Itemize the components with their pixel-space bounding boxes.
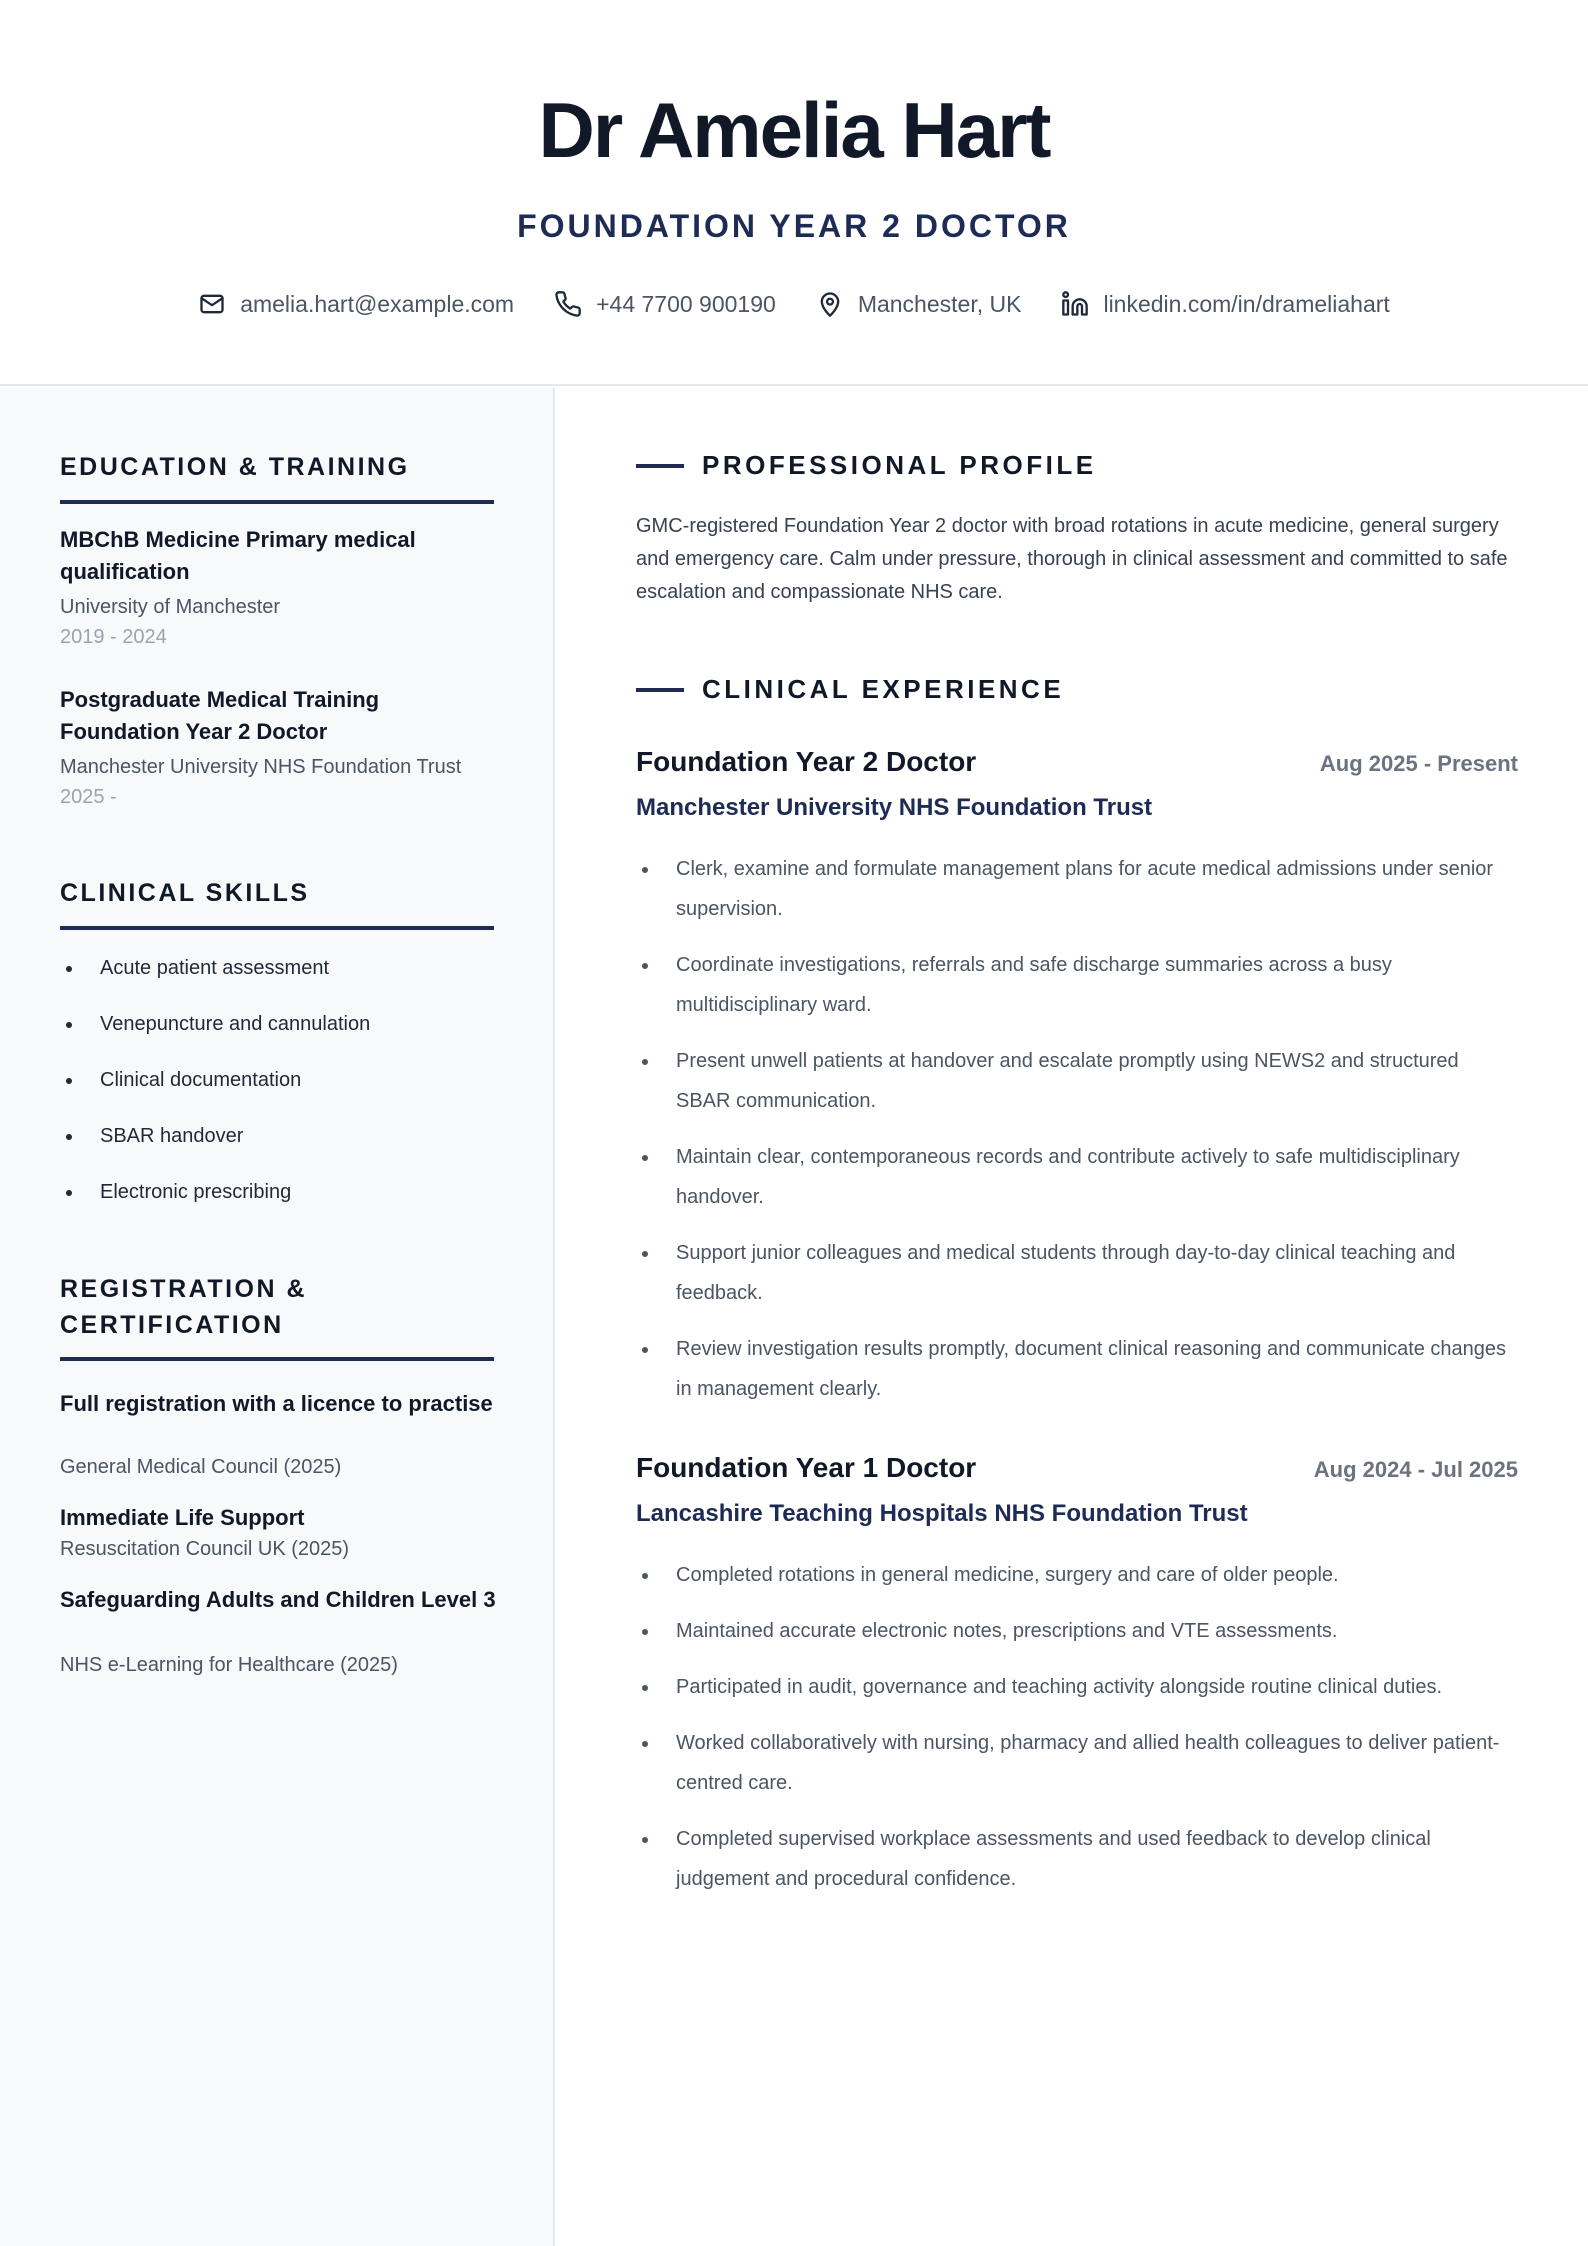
profile-summary: GMC-registered Foundation Year 2 doctor with broad rotations in acute medicine, general surgery and emergency care. Calm under pressure, thorough in clinical assessment and committed to safe escalation and compassionate NHS care.: [636, 515, 1508, 603]
job-bullets: [636, 1555, 1516, 1899]
certification-issuer: Resuscitation Council UK (2025): [60, 1538, 350, 1560]
profile-heading: [636, 450, 1097, 481]
job-title: Foundation Year 1 Doctor: [636, 1452, 977, 1483]
contact-email[interactable]: [198, 290, 514, 318]
certification-title: Safeguarding Adults and Children Level 3: [60, 1587, 496, 1612]
contact-bar: [0, 290, 1588, 318]
mail-icon: [198, 290, 226, 318]
skills-heading: CLINICAL SKILLS: [60, 876, 494, 930]
job-bullet: Worked collaboratively with nursing, pharmacy and allied health colleagues to deliver patient-centred care.: [636, 1723, 1516, 1803]
skill-item: Venepuncture and cannulation: [60, 1010, 500, 1066]
education-item-dates: 2025 -: [60, 786, 117, 808]
skills-list: [60, 954, 500, 1234]
job-bullet: Maintain clear, contemporaneous records and contribute actively to safe multidisciplinary handover.: [636, 1137, 1516, 1217]
job-bullet: Completed supervised workplace assessments and used feedback to develop clinical judgement and procedural confidence.: [636, 1819, 1516, 1899]
job-organisation: Manchester University NHS Foundation Trust: [636, 794, 1153, 821]
registration-heading: REGISTRATION & CERTIFICATION: [60, 1272, 494, 1361]
education-item-title: MBChB Medicine Primary medical qualification: [60, 527, 416, 584]
job-bullet: Clerk, examine and formulate management plans for acute medical admissions under senior supervision.: [636, 849, 1516, 929]
job-title: Foundation Year 2 Doctor: [636, 746, 977, 777]
heading-rule: [636, 464, 684, 468]
sidebar: [0, 388, 555, 2246]
phone-icon: [554, 290, 582, 318]
job-dates: Aug 2024 - Jul 2025: [1313, 1457, 1518, 1482]
certification-title: Full registration with a licence to practise: [60, 1391, 493, 1416]
skill-item: Clinical documentation: [60, 1066, 500, 1122]
education-item-institution: Manchester University NHS Foundation Trust: [60, 756, 462, 778]
experience-heading-text: CLINICAL EXPERIENCE: [702, 674, 1065, 704]
resume-header: [0, 0, 1588, 386]
certification-title: Immediate Life Support: [60, 1505, 305, 1530]
contact-phone-text: +44 7700 900190: [596, 290, 776, 317]
job-bullet: Present unwell patients at handover and escalate promptly using NEWS2 and structured SBAR communication.: [636, 1041, 1516, 1121]
job-bullets: [636, 849, 1516, 1409]
heading-rule: [636, 688, 684, 692]
candidate-name: Dr Amelia Hart: [538, 86, 1050, 174]
experience-heading: [636, 674, 1064, 705]
education-item-title: Postgraduate Medical Training Foundation Year 2 Doctor: [60, 687, 380, 744]
skill-item: Electronic prescribing: [60, 1178, 500, 1234]
education-item-dates: 2019 - 2024: [60, 626, 167, 648]
certification-issuer: General Medical Council (2025): [60, 1456, 342, 1478]
contact-location: [816, 290, 1022, 318]
profile-heading-text: PROFESSIONAL PROFILE: [702, 450, 1097, 480]
job-organisation: Lancashire Teaching Hospitals NHS Foundation Trust: [636, 1500, 1248, 1527]
job-bullet: Participated in audit, governance and teaching activity alongside routine clinical duties.: [636, 1667, 1516, 1707]
skill-item: SBAR handover: [60, 1122, 500, 1178]
candidate-role: FOUNDATION YEAR 2 DOCTOR: [517, 208, 1071, 244]
contact-email-text: amelia.hart@example.com: [240, 290, 515, 317]
contact-linkedin-text: linkedin.com/in/drameliahart: [1103, 290, 1390, 317]
job-bullet: Completed rotations in general medicine, surgery and care of older people.: [636, 1555, 1516, 1595]
contact-location-text: Manchester, UK: [857, 290, 1022, 317]
contact-phone[interactable]: [554, 290, 776, 318]
skill-item: Acute patient assessment: [60, 954, 500, 1010]
job-bullet: Maintained accurate electronic notes, prescriptions and VTE assessments.: [636, 1611, 1516, 1651]
job-dates: Aug 2025 - Present: [1319, 751, 1518, 776]
job-bullet: Review investigation results promptly, document clinical reasoning and communicate changes in management clearly.: [636, 1329, 1516, 1409]
certification-issuer: NHS e-Learning for Healthcare (2025): [60, 1654, 398, 1676]
location-pin-icon: [816, 290, 844, 318]
main-content: [557, 388, 1588, 2246]
job-bullet: Support junior colleagues and medical students through day-to-day clinical teaching and feedback.: [636, 1233, 1516, 1313]
job-bullet: Coordinate investigations, referrals and safe discharge summaries across a busy multidisciplinary ward.: [636, 945, 1516, 1025]
education-heading: EDUCATION & TRAINING: [60, 450, 494, 504]
contact-linkedin[interactable]: [1061, 290, 1389, 318]
linkedin-icon: [1061, 290, 1089, 318]
education-item-institution: University of Manchester: [60, 596, 281, 618]
